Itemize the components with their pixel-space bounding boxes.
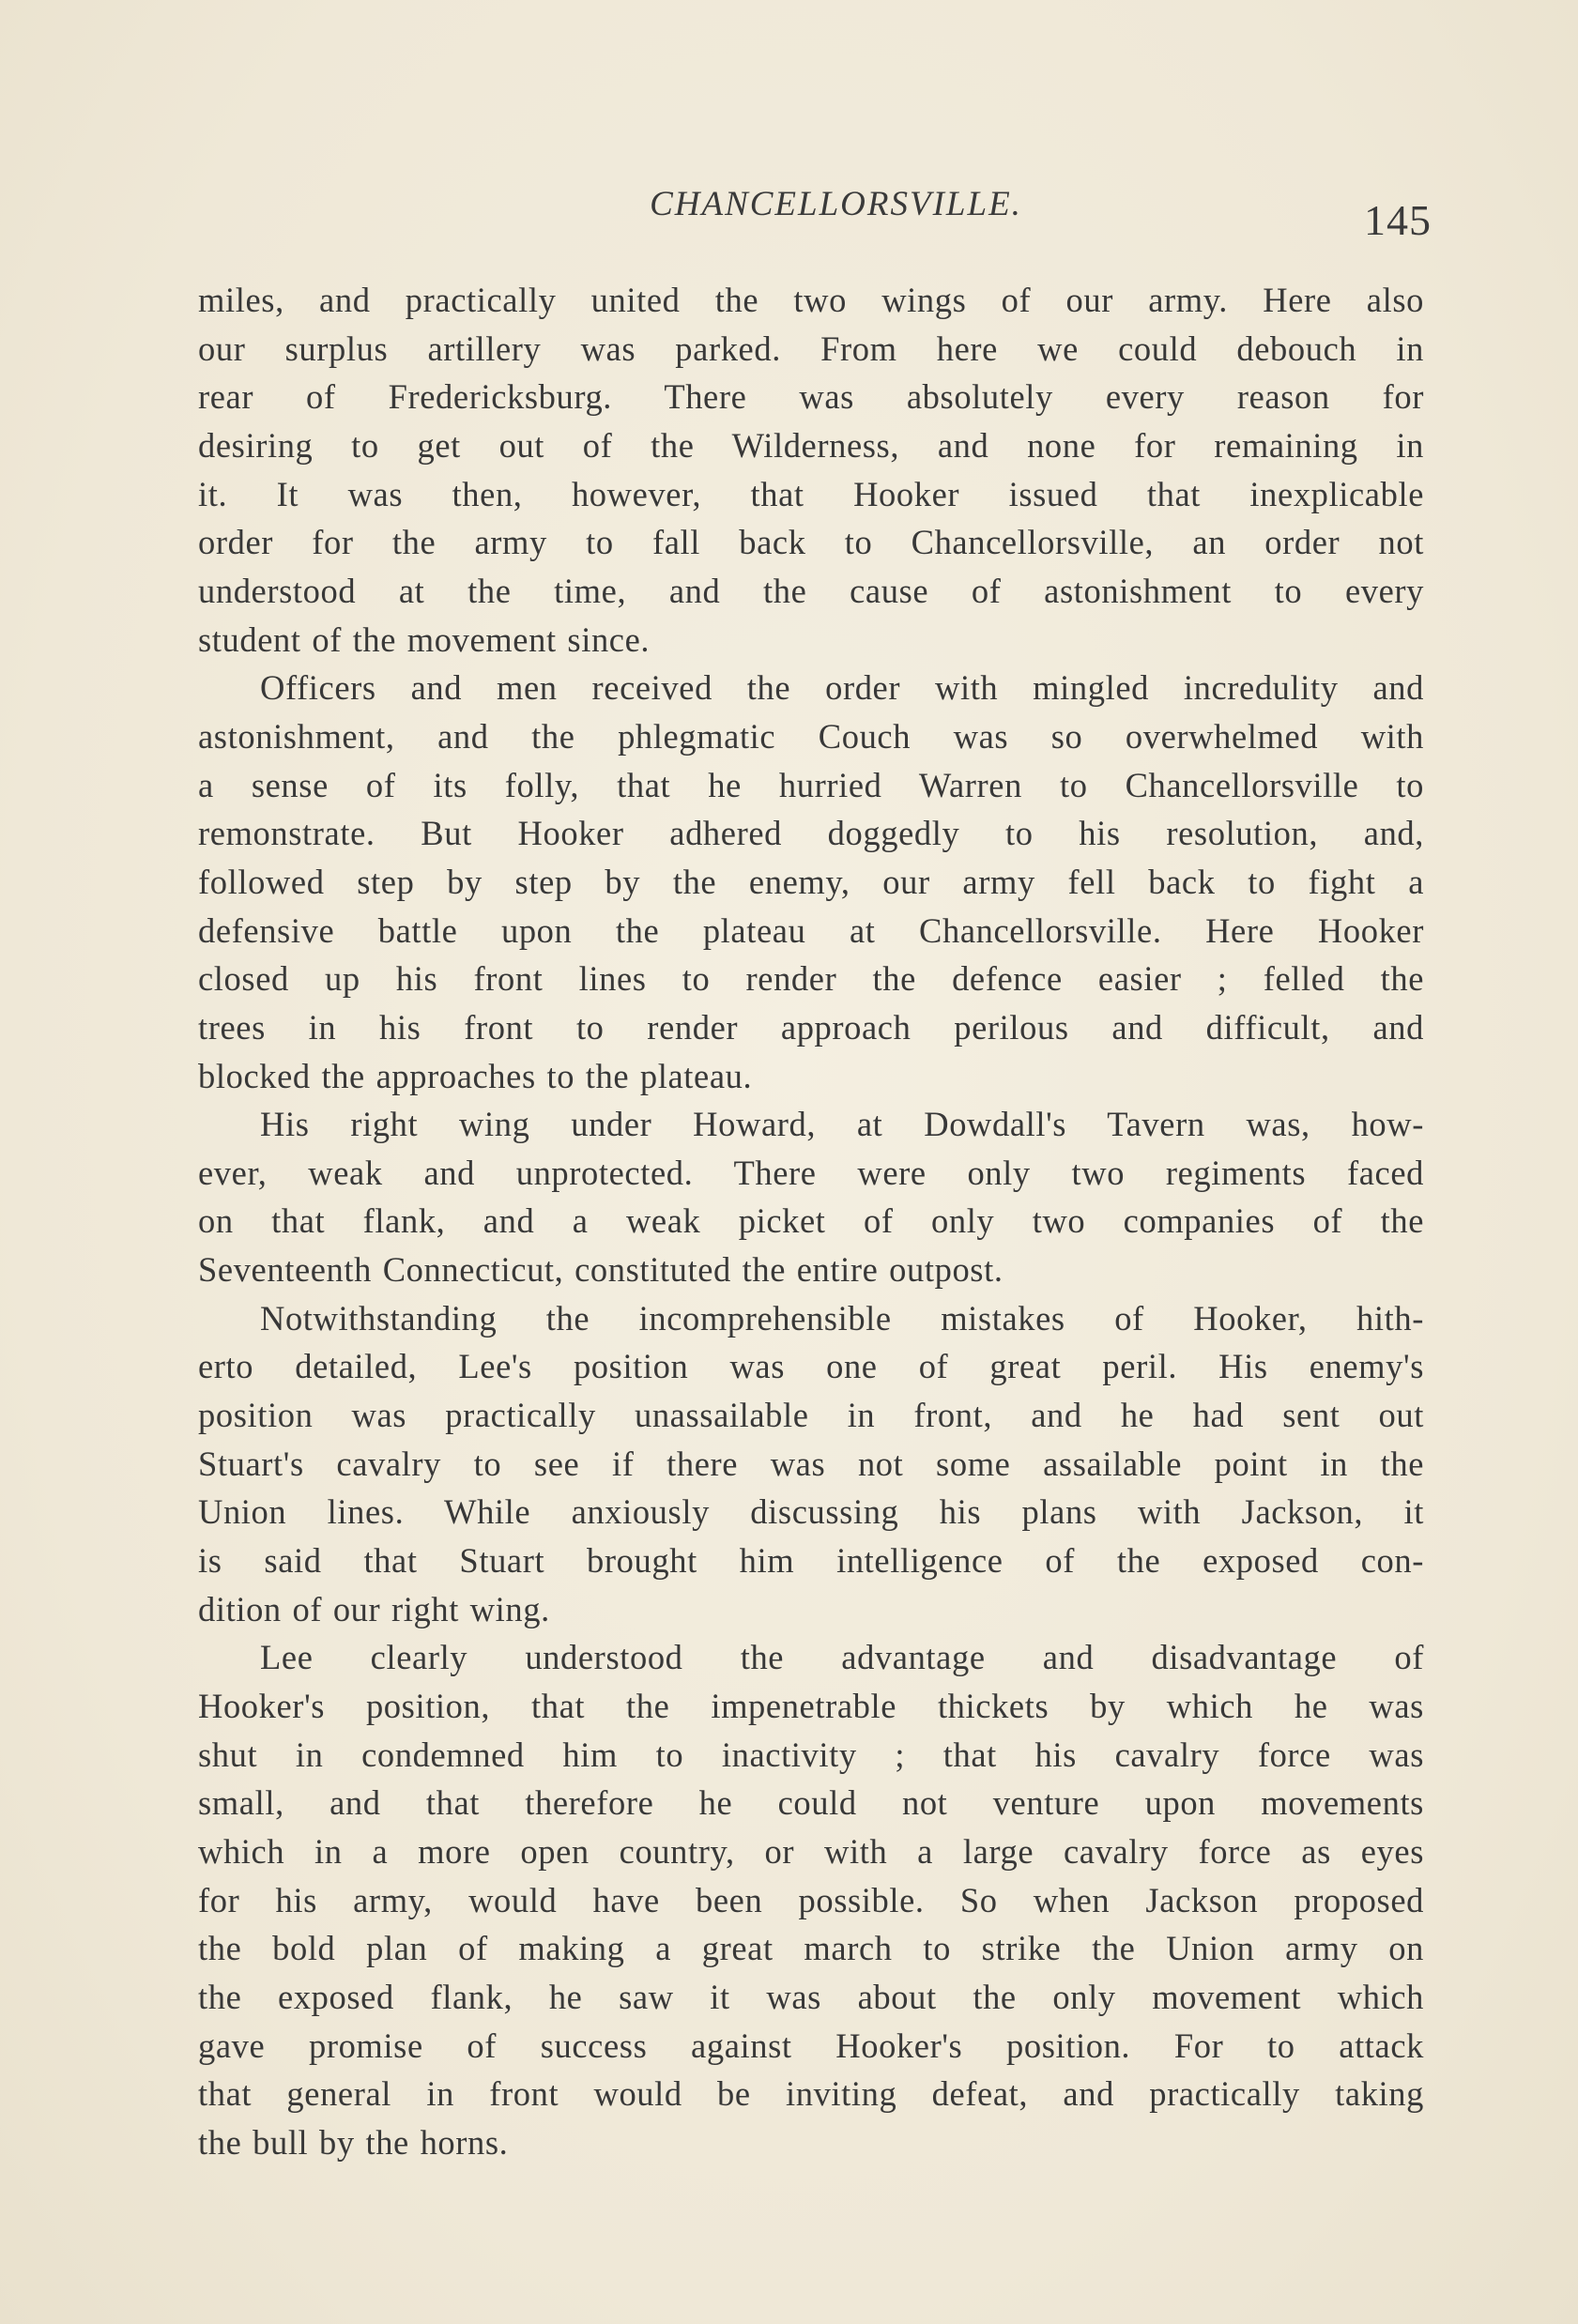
text-line: Union lines. While anxiously discussing his plans with Jackson, it: [198, 1492, 1424, 1532]
text-line: position was practically unassailable in front, and he had sent out: [198, 1396, 1424, 1435]
text-line: on that flank, and a weak picket of only two companies of the: [198, 1201, 1424, 1241]
text-line: the bull by the horns.: [198, 2122, 509, 2162]
text-line: astonishment, and the phlegmatic Couch was so overwhelmed with: [198, 716, 1424, 756]
text-line: is said that Stuart brought him intelligence of the exposed con-: [198, 1541, 1424, 1581]
text-line: His right wing under Howard, at Dowdall's Tavern was, how-: [260, 1105, 1424, 1144]
text-line: student of the movement since.: [198, 619, 651, 659]
text-line: shut in condemned him to inactivity ; that his cavalry force was: [198, 1735, 1424, 1774]
text-line: ever, weak and unprotected. There were only two regiments faced: [198, 1153, 1424, 1192]
text-line: Notwithstanding the incomprehensible mistakes of Hooker, hith-: [260, 1298, 1424, 1338]
text-line: blocked the approaches to the plateau.: [198, 1056, 753, 1095]
text-line: which in a more open country, or with a large cavalry force as eyes: [198, 1832, 1424, 1871]
running-title: CHANCELLORSVILLE.: [650, 185, 1022, 223]
text-line: miles, and practically united the two wings of our army. Here also: [198, 281, 1424, 319]
text-line: our surplus artillery was parked. From here we could debouch in: [198, 329, 1424, 368]
text-line: gave promise of success against Hooker's position. For to attack: [198, 2026, 1424, 2065]
text-line: small, and that therefore he could not venture upon movements: [198, 1783, 1424, 1823]
text-line: Hooker's position, that the impenetrable thickets by which he was: [198, 1687, 1424, 1726]
text-line: Stuart's cavalry to see if there was not some assailable point in the: [198, 1444, 1424, 1483]
paragraph-2: [198, 664, 1424, 1100]
text-line: it. It was then, however, that Hooker issued that inexplicable: [198, 474, 1424, 513]
text-line: defensive battle upon the plateau at Chancellorsville. Here Hooker: [198, 910, 1424, 950]
text-line: closed up his front lines to render the defence easier ; felled the: [198, 959, 1424, 999]
text-line: a sense of its folly, that he hurried Warren to Chancellorsville to: [198, 765, 1424, 804]
text-line: desiring to get out of the Wilderness, and none for remaining in: [198, 425, 1424, 465]
text-line: dition of our right wing.: [198, 1589, 550, 1628]
text-line: that general in front would be inviting defeat, and practically taking: [198, 2074, 1424, 2114]
text-line: erto detailed, Lee's position was one of great peril. His enemy's: [198, 1347, 1424, 1386]
text-line: Officers and men received the order with mingled incredulity and: [260, 668, 1424, 708]
text-line: rear of Fredericksburg. There was absolutely every reason for: [198, 377, 1424, 417]
text-line: the exposed flank, he saw it was about the only movement which: [198, 1977, 1424, 2016]
page-number: 145: [1364, 196, 1432, 244]
text-line: followed step by step by the enemy, our army fell back to fight a: [198, 862, 1424, 901]
text-line: Lee clearly understood the advantage and disadvantage of: [260, 1638, 1424, 1677]
text-line: the bold plan of making a great march to strike the Union army on: [198, 1929, 1424, 1968]
text-line: Seventeenth Connecticut, constituted the entire outpost.: [198, 1250, 1003, 1290]
paragraph-1: [198, 276, 1424, 664]
paragraph-3: [198, 1100, 1424, 1294]
paragraph-4: [198, 1294, 1424, 1634]
text-line: order for the army to fall back to Chancellorsville, an order not: [198, 523, 1424, 562]
text-line: for his army, would have been possible. So when Jackson proposed: [198, 1880, 1424, 1919]
text-line: understood at the time, and the cause of astonishment to every: [198, 571, 1424, 610]
text-line: remonstrate. But Hooker adhered doggedly to his resolution, and,: [198, 814, 1424, 853]
text-line: trees in his front to render approach perilous and difficult, and: [198, 1007, 1424, 1047]
paragraph-5: [198, 1633, 1424, 2166]
running-head: [0, 184, 1578, 224]
body-text: [198, 276, 1424, 2167]
